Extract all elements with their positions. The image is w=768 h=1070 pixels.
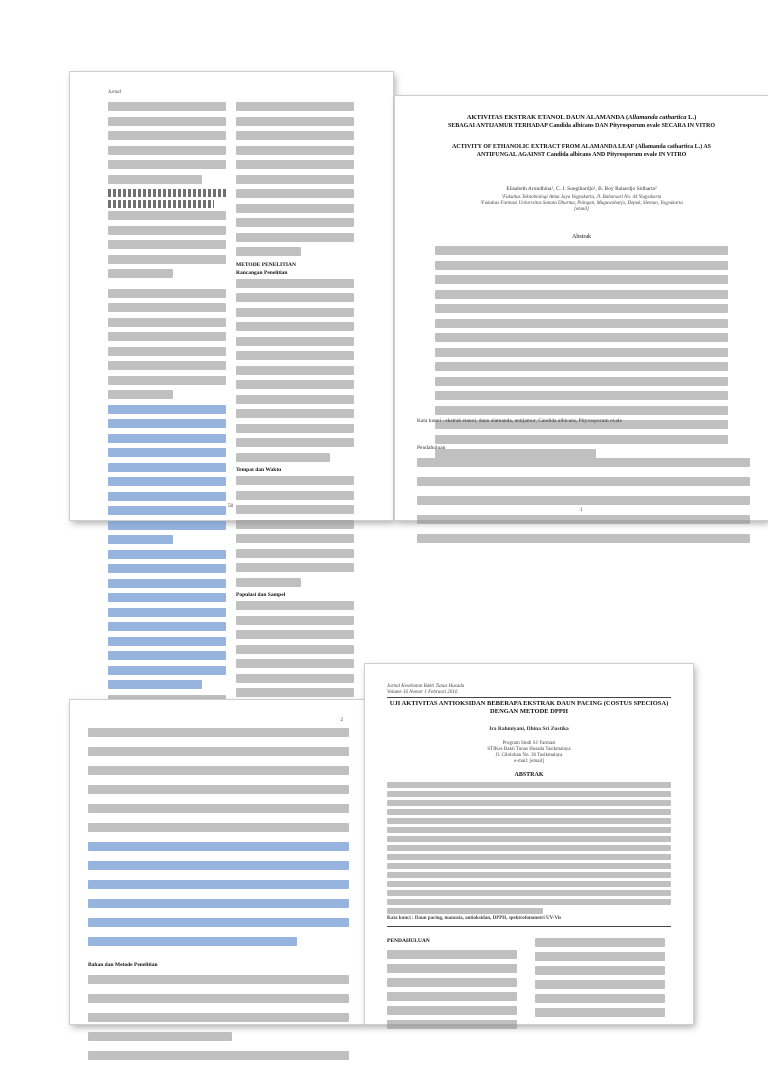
affiliation-2: STIKes Bakti Tunas Husada Tasikmalaya <box>487 747 571 752</box>
document-page-4 <box>365 664 693 1024</box>
keywords: Kata kunci : ekstrak etanol, daun alamanda, antijamur, Candida albicans, Pityrosporum ovale <box>417 418 622 424</box>
left-column <box>387 938 517 1034</box>
body-text <box>88 728 349 1070</box>
page-number: 1 <box>580 508 583 513</box>
arabic-verse <box>108 189 226 197</box>
email: [email] <box>574 207 589 212</box>
abstract-heading: Abstrak <box>572 234 591 240</box>
keywords-rule <box>387 926 671 927</box>
section-place-heading: Tempat dan Waktu <box>236 467 282 473</box>
affiliation-2: ²Fakultas Farmasi Universitas Sanata Dharma, Paingan, Maguwoharjo, Depok, Sleman, Yogyakarta <box>480 201 683 206</box>
article-title: AKTIVITAS EKSTRAK ETANOL DAUN ALAMANDA (Allamanda cathartica L.) <box>466 114 697 121</box>
journal-name: Jurnal Kesehatan Bakti Tunas Husada <box>387 684 465 689</box>
address: Jl. Cilolohan No. 36 Tasikmalaya <box>495 753 563 758</box>
intro-body <box>417 458 750 549</box>
abstract-heading: ABSTRAK <box>514 772 544 778</box>
article-title: UJI AKTIVITAS ANTIOKSIDAN BEBERAPA EKSTRAK DAUN PACING (COSTUS SPECIOSA) DENGAN METODE DPPH <box>389 700 669 715</box>
arabic-verse-2 <box>108 200 214 208</box>
affiliation-1: Program Studi S1 Farmasi <box>502 741 556 746</box>
running-head: Jurnal <box>108 90 122 95</box>
authors: Ira Rahmiyani, Dhina Sri Zustika <box>489 726 569 732</box>
keywords: Kata kunci : Daun pacing, manusia, antioksidan, DPPH, spektrofotometri UV-Vis <box>387 916 562 921</box>
authors: Elisabeth Arundhina¹, C. J. Soegihardjo¹, B. Boy Rahardjo Sidharta² <box>506 186 657 192</box>
intro-heading: Pendahuluan <box>417 445 446 451</box>
document-page-3 <box>70 700 365 1024</box>
document-page-1 <box>70 72 393 598</box>
document-page-2 <box>395 96 768 520</box>
abstract-body <box>387 782 671 917</box>
page-number: 58 <box>228 504 233 509</box>
affiliation-1: ¹Fakultas Teknobiologi Atma Jaya Yogyakarta, Jl. Babarsari No. 44 Yogyakarta <box>501 195 662 200</box>
section-design-heading: Rancangan Penelitian <box>236 269 288 276</box>
page-number: 2 <box>340 718 343 723</box>
section-materials-heading: Bahan dan Metode Penelitian <box>88 962 158 968</box>
right-column <box>236 102 354 732</box>
section-population-heading: Populasi dan Sampel <box>236 592 286 598</box>
abstract-body <box>435 246 728 464</box>
left-column <box>108 102 226 753</box>
article-subtitle: SEBAGAI ANTIJAMUR TERHADAP Candida albicans DAN Pityrosporum ovale SECARA IN VITRO <box>447 123 716 129</box>
intro-heading: PENDAHULUAN <box>387 938 430 944</box>
email: e-mail: [email] <box>514 759 544 764</box>
header-rule <box>387 697 671 698</box>
section-method-heading: METODE PENELITIAN <box>236 261 296 268</box>
right-column <box>535 938 665 1022</box>
journal-issue: Volume 16 Nomor 1 Februari 2016 <box>387 690 458 695</box>
article-title-english: ACTIVITY OF ETHANOLIC EXTRACT FROM ALAMANDA LEAF (Allamanda cathartica L.) AS ANTIFUNGAL AGAINST Candida albicans AND Pityrosporum ovale IN VITRO <box>451 144 712 158</box>
